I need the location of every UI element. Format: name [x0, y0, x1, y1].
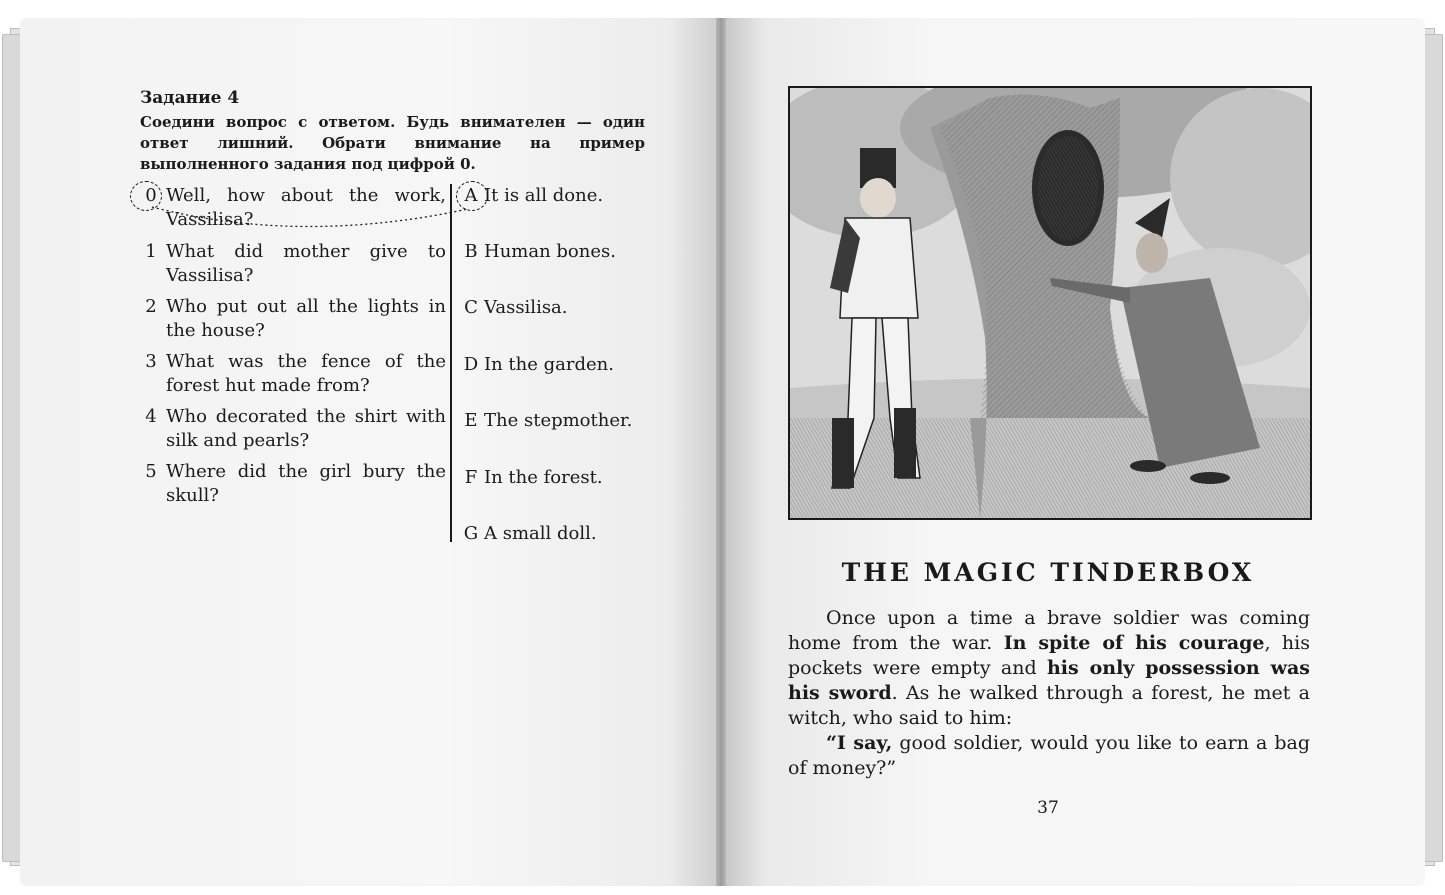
answer-letter: C [464, 297, 478, 318]
answer-c [458, 296, 658, 320]
question-5 [136, 460, 446, 508]
answer-letter: E [464, 410, 478, 431]
answer-letter: B [464, 241, 478, 262]
answer-text: A small doll. [484, 523, 597, 544]
question-3 [136, 350, 446, 398]
question-1 [136, 240, 446, 288]
story-bold-phrase: his only possession was his sword [788, 657, 1310, 704]
story-paragraph-1 [788, 606, 1310, 731]
answer-text: It is all done. [484, 185, 604, 206]
question-number: 1 [145, 241, 157, 262]
question-text: Who decorated the shirt with silk and pearls? [166, 406, 446, 451]
exercise-header [140, 88, 645, 175]
story-illustration [788, 86, 1312, 520]
book-gutter [716, 18, 726, 886]
story-title: THE MAGIC TINDERBOX [841, 558, 1255, 587]
story-bold-phrase: In spite of his courage [1003, 632, 1265, 654]
answer-text: Vassilisa. [484, 297, 568, 318]
example-connector-line [150, 205, 480, 235]
answer-e [458, 409, 658, 433]
answer-text: The stepmother. [484, 410, 633, 431]
answer-letter: F [464, 467, 478, 488]
question-number: 0 [145, 185, 157, 206]
task-title: Задание 4 [140, 88, 240, 108]
story-paragraph-2 [788, 731, 1310, 781]
answer-letter: G [463, 523, 479, 544]
soldier-and-witch-picture [790, 88, 1310, 518]
question-text: Who put out all the lights in the house? [166, 296, 446, 341]
question-2 [136, 295, 446, 343]
answer-g [458, 522, 658, 546]
task-instructions: Соедини вопрос с ответом. Будь внимателен — один ответ лишний. Обрати внимание на пример выполненного задания под цифрой 0. [140, 113, 645, 173]
story-text-span: . As he walked through a forest, he met a witch, who said to him: [788, 682, 1310, 729]
answer-letter: D [463, 354, 479, 375]
answer-b [458, 240, 658, 264]
answer-a [458, 184, 658, 208]
column-divider [450, 184, 452, 542]
question-number: 2 [145, 296, 157, 317]
story-text-span: , his pockets were empty and [788, 632, 1310, 679]
answer-text: In the forest. [484, 467, 603, 488]
story-bold-phrase: “I say, [826, 732, 893, 754]
question-text: What was the fence of the forest hut made from? [166, 351, 446, 396]
question-number: 3 [145, 351, 157, 372]
story-text [788, 606, 1310, 781]
answer-d [458, 353, 658, 377]
question-text: Where did the girl bury the skull? [166, 461, 446, 506]
answer-letter: A [464, 185, 478, 206]
question-number: 5 [145, 461, 157, 482]
page-number: 37 [1037, 798, 1059, 818]
answer-text: In the garden. [484, 354, 614, 375]
answer-f [458, 466, 658, 490]
question-text: What did mother give to Vassilisa? [166, 241, 446, 286]
story-text-span: good soldier, would you like to earn a bag of money?” [788, 732, 1310, 779]
question-number: 4 [145, 406, 157, 427]
answer-text: Human bones. [484, 241, 616, 262]
story-text-span: Once upon a time a brave soldier was coming home from the war. [788, 607, 1310, 654]
question-4 [136, 405, 446, 453]
question-text: Well, how about the work, Vassilisa? [166, 185, 446, 230]
